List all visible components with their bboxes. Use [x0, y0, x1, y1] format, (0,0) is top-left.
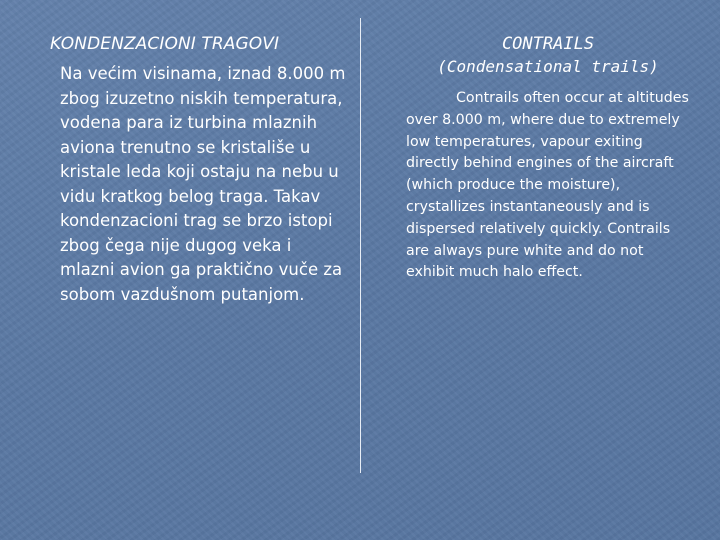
right-paragraph: Contrails often occur at altitudes over 8.000 m, where due to extremely low temperatures, vapour exiting directly behind engines of the aircraft (which produce the moisture), crystallizes instantaneously and is dispersed relatively quickly. Contrails are always pure white and do not exhibit much halo effect.	[406, 90, 689, 281]
left-heading: KONDENZACIONI TRAGOVI	[50, 34, 280, 54]
column-divider	[360, 18, 361, 473]
left-paragraph: Na većim visinama, iznad 8.000 m zbog izuzetno niskih temperatura, vodena para iz turbina mlaznih aviona trenutno se kristališe u kristale leda koji ostaju na nebu u vidu kratkog belog traga. Takav kondenzacioni trag se brzo istopi zbog čega nije dugog veka i mlazni avion ga praktično vuče za sobom vazdušnom putanjom.	[60, 64, 346, 304]
right-heading: CONTRAILS	[501, 34, 595, 54]
left-column	[48, 32, 348, 307]
right-subheading: (Condensational trails)	[437, 57, 659, 76]
right-column	[398, 32, 698, 284]
